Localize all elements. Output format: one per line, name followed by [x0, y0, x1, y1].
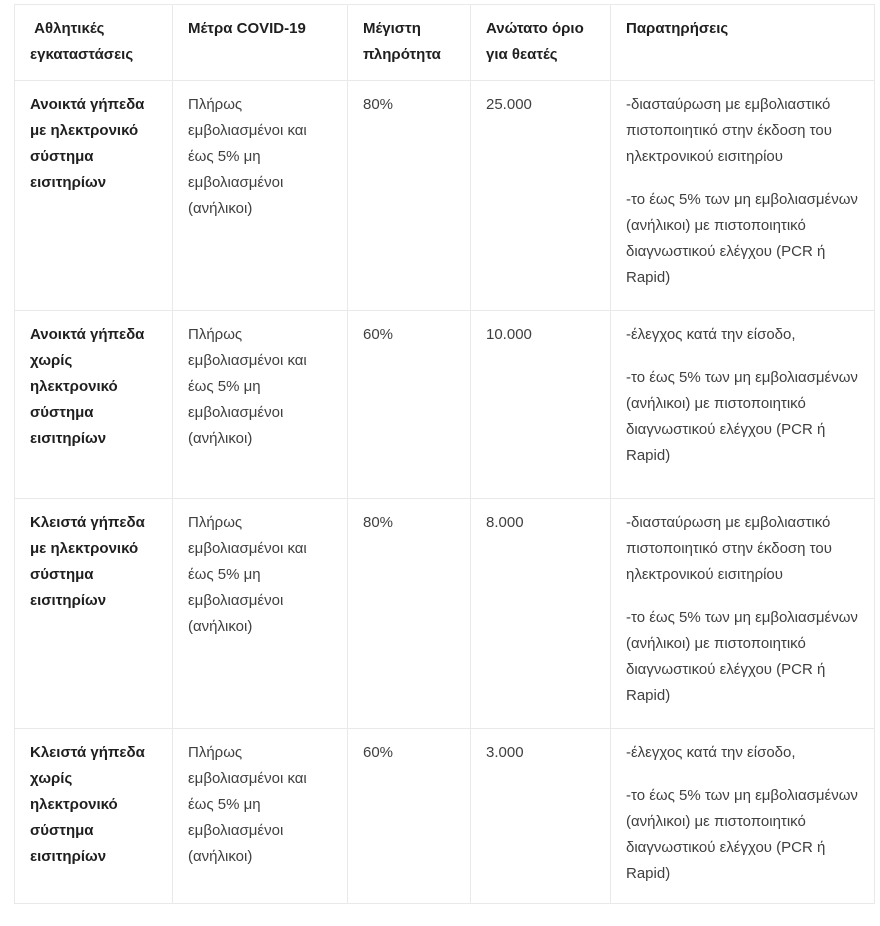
- table-row: [15, 499, 875, 729]
- note-paragraph: -το έως 5% των μη εμβολιασμένων (ανήλικοι) με πιστοποιητικό διαγνωστικού ελέγχου (PCR ή Rapid): [626, 787, 858, 882]
- facility-cell: Κλειστά γήπεδα με ηλεκτρονικό σύστημα εισιτηρίων: [15, 499, 173, 729]
- note-paragraph: -έλεγχος κατά την είσοδο,: [626, 744, 796, 761]
- table-row: [15, 81, 875, 311]
- covid-measures-cell: Πλήρως εμβολιασμένοι και έως 5% μη εμβολιασμένοι (ανήλικοι): [173, 499, 348, 729]
- max-occupancy-cell: 60%: [348, 729, 471, 904]
- note-paragraph: -το έως 5% των μη εμβολιασμένων (ανήλικοι) με πιστοποιητικό διαγνωστικού ελέγχου (PCR ή Rapid): [626, 191, 858, 286]
- note-paragraph: -το έως 5% των μη εμβολιασμένων (ανήλικοι) με πιστοποιητικό διαγνωστικού ελέγχου (PCR ή Rapid): [626, 609, 858, 704]
- spectator-limit-cell: 25.000: [471, 81, 611, 311]
- max-occupancy-cell: 80%: [348, 499, 471, 729]
- covid-measures-cell: Πλήρως εμβολιασμένοι και έως 5% μη εμβολιασμένοι (ανήλικοι): [173, 81, 348, 311]
- table-row: [15, 729, 875, 904]
- covid-measures-cell: Πλήρως εμβολιασμένοι και έως 5% μη εμβολιασμένοι (ανήλικοι): [173, 311, 348, 499]
- notes-cell: [611, 81, 875, 311]
- column-header-covid-measures: Μέτρα COVID-19: [173, 5, 348, 81]
- spectator-limit-cell: 3.000: [471, 729, 611, 904]
- note-paragraph: -έλεγχος κατά την είσοδο,: [626, 326, 796, 343]
- max-occupancy-cell: 80%: [348, 81, 471, 311]
- column-header-facilities: Αθλητικές εγκαταστάσεις: [15, 5, 173, 81]
- table-row: [15, 311, 875, 499]
- facility-cell: Ανοικτά γήπεδα με ηλεκτρονικό σύστημα εισιτηρίων: [15, 81, 173, 311]
- spectator-limit-cell: 8.000: [471, 499, 611, 729]
- covid-measures-cell: Πλήρως εμβολιασμένοι και έως 5% μη εμβολιασμένοι (ανήλικοι): [173, 729, 348, 904]
- max-occupancy-cell: 60%: [348, 311, 471, 499]
- spectator-limit-cell: 10.000: [471, 311, 611, 499]
- covid-measures-table: [14, 4, 875, 904]
- column-header-spectator-limit: Ανώτατο όριο για θεατές: [471, 5, 611, 81]
- facility-cell: Ανοικτά γήπεδα χωρίς ηλεκτρονικό σύστημα εισιτηρίων: [15, 311, 173, 499]
- note-paragraph: -διασταύρωση με εμβολιαστικό πιστοποιητικό στην έκδοση του ηλεκτρονικού εισιτηρίου: [626, 96, 832, 165]
- note-paragraph: -το έως 5% των μη εμβολιασμένων (ανήλικοι) με πιστοποιητικό διαγνωστικού ελέγχου (PCR ή Rapid): [626, 369, 858, 464]
- notes-cell: [611, 729, 875, 904]
- column-header-notes: Παρατηρήσεις: [611, 5, 875, 81]
- table-body: [15, 81, 875, 904]
- table-header: [15, 5, 875, 81]
- note-paragraph: -διασταύρωση με εμβολιαστικό πιστοποιητικό στην έκδοση του ηλεκτρονικού εισιτηρίου: [626, 514, 832, 583]
- column-header-max-occupancy: Μέγιστη πληρότητα: [348, 5, 471, 81]
- header-row: [15, 5, 875, 81]
- notes-cell: [611, 499, 875, 729]
- notes-cell: [611, 311, 875, 499]
- facility-cell: Κλειστά γήπεδα χωρίς ηλεκτρονικό σύστημα εισιτηρίων: [15, 729, 173, 904]
